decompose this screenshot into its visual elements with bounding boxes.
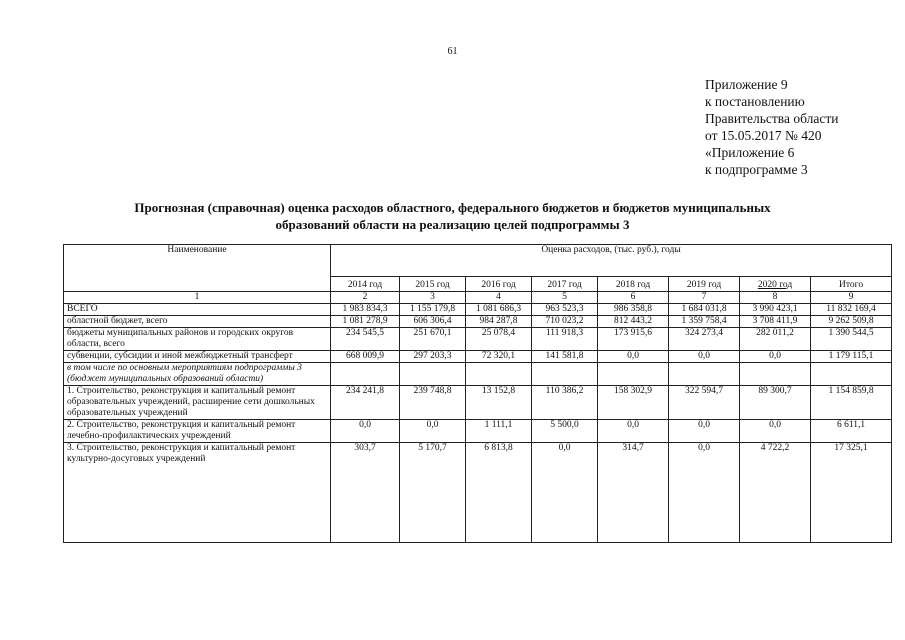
cell-value: 173 915,6 [598,328,669,351]
table-row-total [64,304,892,316]
cell-value [532,363,598,386]
cell-value: 0,0 [532,443,598,543]
cell-value: 89 300,7 [740,386,811,420]
cell-value: 5 170,7 [400,443,466,543]
row-name: субвенции, субсидии и иной межбюджетный трансферт [64,351,331,363]
column-number: 5 [532,292,598,304]
column-number: 8 [740,292,811,304]
cell-value: 0,0 [669,443,740,543]
column-number: 4 [466,292,532,304]
cell-value: 1 359 758,4 [669,316,740,328]
year-header: 2014 год [331,277,400,292]
cell-value: 1 154 859,8 [811,386,892,420]
cell-value: 1 390 544,5 [811,328,892,351]
cell-value: 986 358,8 [598,304,669,316]
cell-value: 668 009,9 [331,351,400,363]
year-header: 2015 год [400,277,466,292]
cell-value: 1 983 834,3 [331,304,400,316]
total-header: Итого [811,277,892,292]
cell-value: 282 011,2 [740,328,811,351]
cell-value: 0,0 [598,351,669,363]
appendix-reference [705,76,838,178]
cell-value: 606 306,4 [400,316,466,328]
column-number: 9 [811,292,892,304]
cell-value: 13 152,8 [466,386,532,420]
cell-value: 0,0 [598,420,669,443]
cell-value [811,363,892,386]
table-row-medical [64,420,892,443]
cell-value: 72 320,1 [466,351,532,363]
year-header: 2019 год [669,277,740,292]
cell-value: 1 179 115,1 [811,351,892,363]
cell-value: 1 111,1 [466,420,532,443]
title-line: Прогнозная (справочная) оценка расходов областного, федерального бюджетов и бюджетов муниципальных [134,200,771,215]
year-header-text: 2020 год [757,280,793,290]
year-header: 2017 год [532,277,598,292]
cell-value: 9 262 509,8 [811,316,892,328]
appendix-line: Правительства области [705,111,839,126]
appendix-line: к подпрограмме 3 [705,162,808,177]
cell-value: 0,0 [669,420,740,443]
row-name: 1. Строительство, реконструкция и капитальный ремонт образовательных учреждений, расширение сети дошкольных образовательных учреждений [64,386,331,420]
cell-value: 141 581,8 [532,351,598,363]
cell-value: 110 386,2 [532,386,598,420]
row-name: 2. Строительство, реконструкция и капитальный ремонт лечебно-профилактических учреждений [64,420,331,443]
appendix-line: Приложение 9 [705,77,788,92]
cell-value: 5 500,0 [532,420,598,443]
cell-value: 4 722,2 [740,443,811,543]
cell-value: 3 708 411,9 [740,316,811,328]
column-number: 2 [331,292,400,304]
table-row-regional-budget [64,316,892,328]
cell-value: 234 545,5 [331,328,400,351]
row-name: областной бюджет, всего [64,316,331,328]
page-number: 61 [447,46,458,57]
cell-value: 1 155 179,8 [400,304,466,316]
cell-value: 303,7 [331,443,400,543]
cell-value [331,363,400,386]
table-row-transfers [64,351,892,363]
table-row-culture [64,443,892,543]
cell-value: 0,0 [331,420,400,443]
row-name: бюджеты муниципальных районов и городских округов области, всего [64,328,331,351]
year-header: 2016 год [466,277,532,292]
cell-value: 0,0 [400,420,466,443]
cell-value: 3 990 423,1 [740,304,811,316]
table-header-row [64,245,892,277]
appendix-line: от 15.05.2017 № 420 [705,128,822,143]
cell-value: 251 670,1 [400,328,466,351]
row-name: ВСЕГО [64,304,331,316]
cell-value: 812 443,2 [598,316,669,328]
column-number: 6 [598,292,669,304]
cell-value: 239 748,8 [400,386,466,420]
cell-value: 1 081 278,9 [331,316,400,328]
cell-value: 234 241,8 [331,386,400,420]
cell-value: 6 611,1 [811,420,892,443]
cell-value: 0,0 [669,351,740,363]
appendix-line: к постановлению [705,94,805,109]
cell-value: 324 273,4 [669,328,740,351]
cell-value: 11 832 169,4 [811,304,892,316]
year-header: 2018 год [598,277,669,292]
cell-value: 0,0 [740,420,811,443]
cell-value: 710 023,2 [532,316,598,328]
cell-value: 17 325,1 [811,443,892,543]
appendix-line: «Приложение 6 [705,145,795,160]
cell-value: 322 594,7 [669,386,740,420]
row-name: в том числе по основным мероприятиям подпрограммы 3 (бюджет муниципальных образований области) [64,363,331,386]
column-number: 3 [400,292,466,304]
cell-value: 0,0 [740,351,811,363]
cell-value [598,363,669,386]
cell-value: 963 523,3 [532,304,598,316]
year-header [740,277,811,292]
cell-value: 314,7 [598,443,669,543]
document-title [60,199,845,233]
cell-value: 297 203,3 [400,351,466,363]
cell-value: 6 813,8 [466,443,532,543]
column-number: 1 [64,292,331,304]
cell-value [400,363,466,386]
row-name: 3. Строительство, реконструкция и капитальный ремонт культурно-досуговых учреждений [64,443,331,543]
title-line: образований области на реализацию целей подпрограммы 3 [275,217,630,232]
cell-value [740,363,811,386]
name-column-header: Наименование [64,245,331,292]
table-row-municipal-budgets [64,328,892,351]
cell-value: 1 081 686,3 [466,304,532,316]
cell-value: 158 302,9 [598,386,669,420]
table-row-education [64,386,892,420]
estimate-column-header: Оценка расходов, (тыс. руб.), годы [331,245,892,277]
expenditure-table [63,244,892,543]
table-row-including [64,363,892,386]
cell-value: 111 918,3 [532,328,598,351]
cell-value: 25 078,4 [466,328,532,351]
cell-value: 984 287,8 [466,316,532,328]
cell-value [669,363,740,386]
cell-value: 1 684 031,8 [669,304,740,316]
cell-value [466,363,532,386]
column-number: 7 [669,292,740,304]
column-number-row [64,292,892,304]
